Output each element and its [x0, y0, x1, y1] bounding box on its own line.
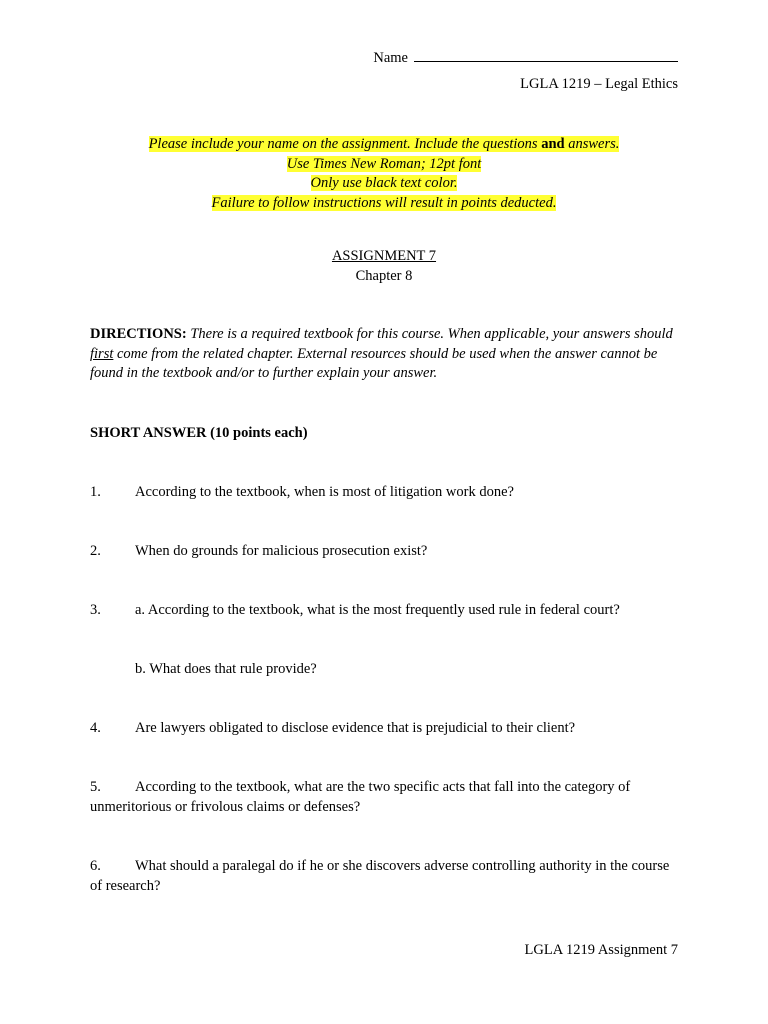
section-heading: SHORT ANSWER (10 points each)	[90, 425, 308, 441]
chapter-title: Chapter 8	[355, 267, 413, 284]
instruction-text-1b: answers.	[564, 136, 620, 152]
instruction-line-2: Use Times New Roman; 12pt font	[286, 155, 482, 172]
instruction-line-3: Only use black text color.	[310, 175, 458, 191]
directions-label: DIRECTIONS:	[90, 326, 187, 342]
assignment-title-block	[0, 247, 768, 286]
question-3a: 3. a. According to the textbook, what is the most frequently used rule in federal court?	[90, 602, 620, 618]
name-field-line	[373, 47, 678, 67]
instruction-bold-and: and	[541, 136, 565, 152]
directions-paragraph: DIRECTIONS: There is a required textbook for this course. When applicable, your answers should first come from the related chapter. External resources should be used when the answer cannot be found in the textbook and/or to further explain your answer.	[90, 326, 673, 381]
question-6: 6. What should a paralegal do if he or she discovers adverse controlling authority in the course of research?	[90, 858, 670, 894]
instruction-line-4: Failure to follow instructions will result in points deducted.	[211, 194, 557, 211]
course-title: LGLA 1219 – Legal Ethics	[520, 76, 678, 92]
question-5: 5. According to the textbook, what are the two specific acts that fall into the category of unmeritorious or frivolous claims or defenses?	[90, 779, 631, 815]
question-2: 2. When do grounds for malicious prosecution exist?	[90, 543, 428, 559]
question-3b: b. What does that rule provide?	[135, 661, 317, 677]
question-4: 4. Are lawyers obligated to disclose evidence that is prejudicial to their client?	[90, 720, 576, 736]
instruction-line-1	[0, 135, 768, 155]
first-word: first	[90, 345, 114, 362]
name-label: Name	[373, 50, 408, 66]
page-footer: LGLA 1219 Assignment 7	[524, 942, 678, 958]
assignment-title: ASSIGNMENT 7	[331, 248, 437, 264]
instructions-block	[0, 135, 768, 213]
question-1: 1. According to the textbook, when is most of litigation work done?	[90, 484, 514, 500]
instruction-text-1a: Please include your name on the assignment. Include the questions	[148, 136, 542, 152]
name-blank-line	[414, 47, 678, 62]
